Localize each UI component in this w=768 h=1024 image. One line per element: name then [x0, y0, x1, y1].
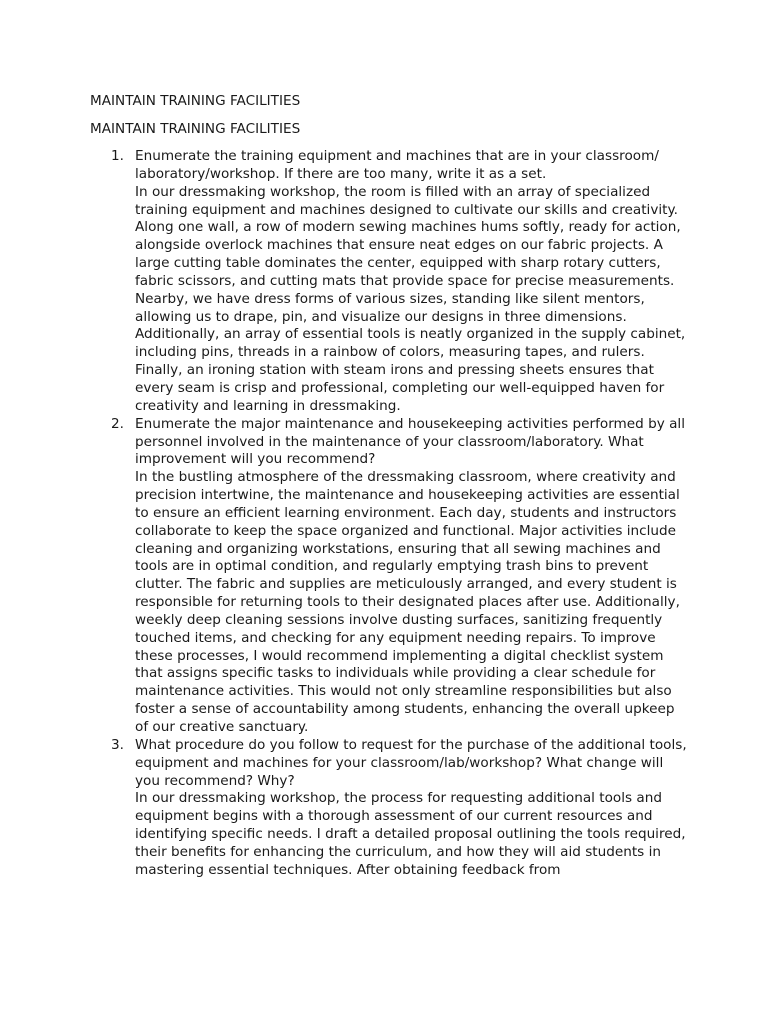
- item-answer: In our dressmaking workshop, the room is filled with an array of specialized training equipment and machines designed to cultivate our skills and creativity. Along one wall, a row of modern sewing machines hums softly, ready for action, alongside overlock machines that ensure neat edges on our fabric projects. A large cutting table dominates the center, equipped with sharp rotary cutters, fabric scissors, and cutting mats that provide space for precise measurements. Nearby, we have dress forms of various sizes, standing like silent mentors, allowing us to drape, pin, and visualize our designs in three dimensions. Additionally, an array of essential tools is neatly organized in the supply cabinet, including pins, threads in a rainbow of colors, measuring tapes, and rulers. Finally, an ironing station with steam irons and pressing sheets ensures that every seam is crisp and professional, completing our well-equipped haven for creativity and learning in dressmaking.: [135, 183, 686, 414]
- item-answer: In the bustling atmosphere of the dressmaking classroom, where creativity and precision intertwine, the maintenance and housekeeping activities are essential to ensure an efficient learning environment. Each day, students and instructors collaborate to keep the space organized and functional. Major activities include cleaning and organizing workstations, ensuring that all sewing machines and tools are in optimal condition, and regularly emptying trash bins to prevent clutter. The fabric and supplies are meticulously arranged, and every student is responsible for returning tools to their designated places after use. Additionally, weekly deep cleaning sessions involve dusting surfaces, sanitizing frequently touched items, and checking for any equipment needing repairs. To improve these processes, I would recommend implementing a digital checklist system that assigns specific tasks to individuals while providing a clear schedule for maintenance activities. This would not only streamline responsibilities but also foster a sense of accountability among students, enhancing the overall upkeep of our creative sanctuary.: [135, 469, 680, 735]
- document-subtitle: MAINTAIN TRAINING FACILITIES: [90, 121, 301, 137]
- question-list: [90, 148, 690, 880]
- item-question: Enumerate the major maintenance and housekeeping activities performed by all personnel involved in the maintenance of your classroom/laboratory. What improvement will you recommend?: [135, 415, 685, 468]
- document-title: MAINTAIN TRAINING FACILITIES: [90, 93, 301, 109]
- list-item: [90, 737, 690, 880]
- item-number: 1.: [111, 148, 124, 164]
- item-number: 3.: [111, 736, 124, 753]
- item-answer: In our dressmaking workshop, the process for requesting additional tools and equipment begins with a thorough assessment of our current resources and identifying specific needs. I draft a detailed proposal outlining the tools required, their benefits for enhancing the curriculum, and how they will aid students in mastering essential techniques. After obtaining feedback from: [135, 790, 686, 878]
- item-number: 2.: [111, 415, 124, 432]
- item-question: What procedure do you follow to request for the purchase of the additional tools, equipment and machines for your classroom/lab/workshop? What change will you recommend? Why?: [135, 736, 687, 789]
- list-item: [90, 416, 690, 737]
- list-item: [90, 148, 690, 416]
- item-question: Enumerate the training equipment and machines that are in your classroom/ laboratory/workshop. If there are too many, write it as a set.: [135, 148, 659, 182]
